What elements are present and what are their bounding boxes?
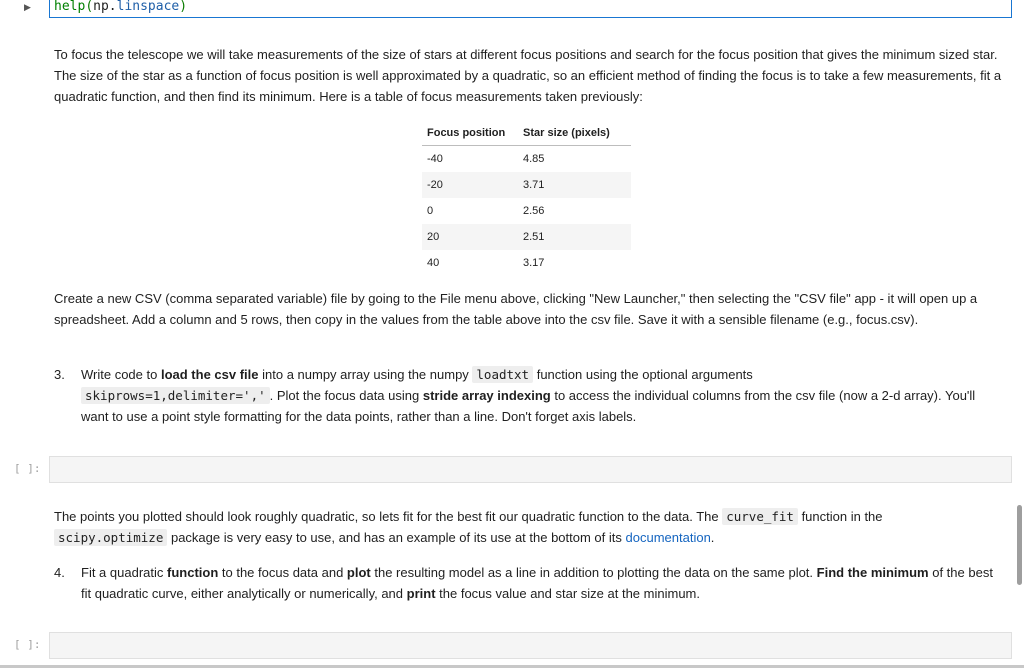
code-cell-empty[interactable] <box>49 632 1012 659</box>
step-bold: stride array indexing <box>422 388 551 403</box>
step-4-item <box>54 562 996 604</box>
step-3-item <box>54 364 991 427</box>
step-text: to the focus data and <box>218 565 347 580</box>
fit-text: The points you plotted should look roughly quadratic, so lets fit for the best fit our quadratic function to the data. The <box>54 509 723 524</box>
step-bold: print <box>406 586 436 601</box>
code-token-fn: help <box>54 0 86 14</box>
fit-text: package is very easy to use, and has an example of its use at the bottom of its <box>167 530 626 545</box>
inline-code-args: skiprows=1,delimiter=',' <box>81 387 270 404</box>
step-bold: plot <box>346 565 371 580</box>
step-text: to access the individual columns from the csv file (now a 2-d array). You'll want to use a point style formatting for the data points, rather than a line. Don't forget axis labels. <box>81 388 976 424</box>
step-text: of the best fit quadratic curve, either analytically or numerically, and <box>81 565 993 601</box>
step-text: function using the optional arguments <box>533 367 753 382</box>
table-row <box>422 250 631 276</box>
cell-prompt: [ ]: <box>14 638 41 651</box>
step-text: the focus value and star size at the minimum. <box>435 586 700 601</box>
step-text: into a numpy array using the numpy <box>258 367 473 382</box>
step-bold: function <box>167 565 219 580</box>
table-header: Star size (pixels) <box>518 122 631 146</box>
table-row <box>422 172 631 198</box>
table-cell: 3.17 <box>523 257 545 269</box>
code-token-attr: linspace <box>116 0 180 14</box>
run-cell-arrow-icon[interactable]: ▶ <box>24 2 31 12</box>
code-token-obj: np <box>93 0 109 14</box>
inline-code-loadtxt: loadtxt <box>472 366 533 383</box>
step-text: . Plot the focus data using <box>269 388 423 403</box>
table-cell: 2.51 <box>518 224 631 250</box>
code-token-close: ) <box>179 0 188 14</box>
scrollbar-thumb[interactable] <box>1017 505 1022 585</box>
intro-paragraph: To focus the telescope we will take measurements of the size of stars at different focus positions and search for the focus position that gives the minimum sized star. The size of the star as a function of focus position is well approximated by a quadratic, so an efficient method of finding the focus is to take a few measurements, fit a quadratic function, and then find its minimum. Here is a table of focus measurements taken previously: <box>54 47 1002 104</box>
documentation-link[interactable]: documentation <box>625 530 711 545</box>
table-cell: 0 <box>427 205 434 217</box>
step-text: Fit a quadratic <box>81 565 167 580</box>
table-cell: 3.71 <box>518 172 631 198</box>
code-token-open: ( <box>85 0 94 14</box>
step-text: Write code to <box>81 367 161 382</box>
table-row <box>422 146 631 173</box>
inline-code-scipy-optimize: scipy.optimize <box>54 529 167 546</box>
step-text: the resulting model as a line in addition to plotting the data on the same plot. <box>370 565 817 580</box>
focus-measurements-table <box>422 122 631 276</box>
table-cell: 2.56 <box>523 205 545 217</box>
table-header-row <box>422 122 631 146</box>
code-token-dot: . <box>108 0 117 14</box>
step-number: 4. <box>54 565 65 580</box>
table-cell: -20 <box>422 172 518 198</box>
fit-text: function in the <box>797 509 883 524</box>
inline-code-curve-fit: curve_fit <box>722 508 798 525</box>
step-number: 3. <box>54 367 65 382</box>
table-cell: 40 <box>427 257 440 269</box>
fit-text: . <box>710 530 715 545</box>
step-bold: Find the minimum <box>816 565 929 580</box>
cell-prompt: [ ]: <box>14 462 41 475</box>
table-cell: -40 <box>427 153 443 165</box>
table-row <box>422 198 631 224</box>
csv-paragraph: Create a new CSV (comma separated variable) file by going to the File menu above, clicking "New Launcher," then selecting the "CSV file" app - it will open up a spreadsheet. Add a column and 5 rows, then copy in the values from the table above into the csv file. Save it with a sensible filename (e.g., focus.csv). <box>54 291 978 327</box>
table-cell: 4.85 <box>523 153 545 165</box>
code-cell-help[interactable] <box>49 0 1012 18</box>
code-cell-empty[interactable] <box>49 456 1012 483</box>
table-row <box>422 224 631 250</box>
fit-paragraph <box>54 506 1004 548</box>
table-header: Focus position <box>422 122 518 146</box>
table-cell: 20 <box>422 224 518 250</box>
step-bold: load the csv file <box>160 367 259 382</box>
